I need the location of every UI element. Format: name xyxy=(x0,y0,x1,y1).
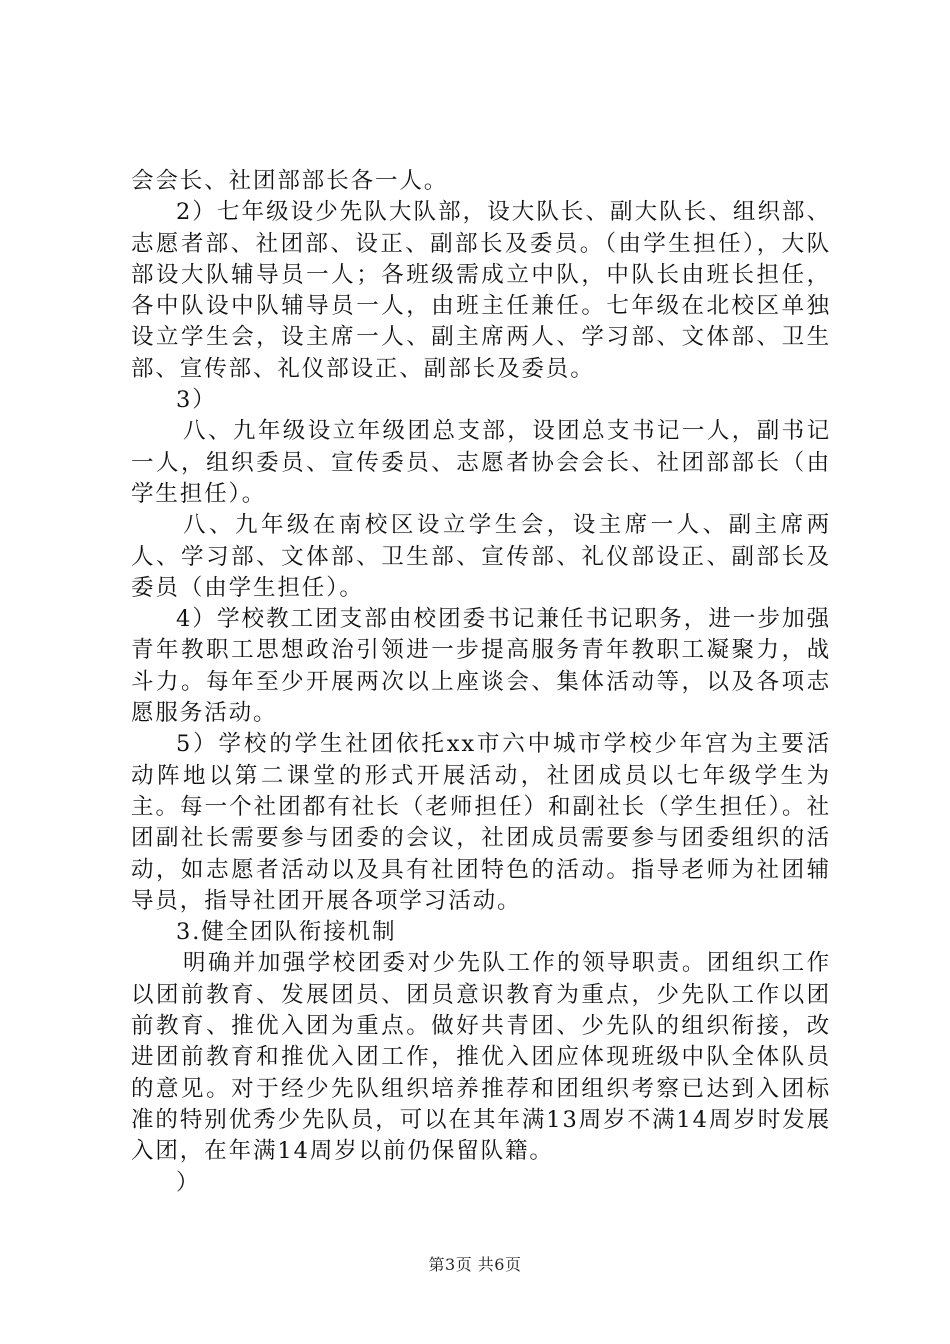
paragraph-south-campus-union: 八、九年级在南校区设立学生会，设主席一人、副主席两人、学习部、文体部、卫生部、宣传部、礼仪部设正、副部长及委员（由学生担任）。 xyxy=(131,512,831,601)
paragraph-closing-paren: ） xyxy=(176,1169,201,1196)
paragraph-item-3-marker: 3） xyxy=(176,387,217,414)
paragraph-continuation: 会会长、社团部部长各一人。 xyxy=(131,168,449,194)
paragraph-grade-league-branch: 八、九年级设立年级团总支部，设团总支书记一人，副书记一人，组织委员、宣传委员、志愿者协会会长、社团部部长（由学生担任）。 xyxy=(131,418,831,507)
paragraph-mechanism: 明确并加强学校团委对少先队工作的领导职责。团组织工作以团前教育、发展团员、团员意识教育为重点，少先队工作以团前教育、推优入团为重点。做好共青团、少先队的组织衔接，改进团前教育和推优入团工作，推优入团应体现班级中队全体队员的意见。对于经少先队组织培养推荐和团组织考察已达到入团标准的特别优秀少先队员，可以在其年满13周岁不满14周岁时发展入团，在年满14周岁以前仍保留队籍。 xyxy=(131,950,831,1165)
paragraph-item-5: 5）学校的学生社团依托xx市六中城市学校少年宫为主要活动阵地以第二课堂的形式开展活动，社团成员以七年级学生为主。每一个社团都有社长（老师担任）和副社长（学生担任）。社团副社长需要参与团委的会议，社团成员需要参与团委组织的活动，如志愿者活动以及具有社团特色的活动。指导老师为社团辅导员，指导社团开展各项学习活动。 xyxy=(131,731,831,914)
paragraph-item-2: 2）七年级设少先队大队部，设大队长、副大队长、组织部、志愿者部、社团部、设正、副部长及委员。（由学生担任），大队部设大队辅导员一人；各班级需成立中队，中队长由班长担任，各中队设中队辅导员一人，由班主任兼任。七年级在北校区单独设立学生会，设主席一人、副主席两人、学习部、文体部、卫生部、宣传部、礼仪部设正、副部长及委员。 xyxy=(131,199,831,382)
document-body xyxy=(131,166,831,1199)
section-heading: 3.健全团队衔接机制 xyxy=(176,919,397,946)
page-number-footer: 第3页 共6页 xyxy=(428,1255,522,1274)
paragraph-item-4: 4）学校教工团支部由校团委书记兼任书记职务，进一步加强青年教职工思想政治引领进一步提高服务青年教职工凝聚力，战斗力。每年至少开展两次以上座谈会、集体活动等，以及各项志愿服务活动。 xyxy=(131,606,831,727)
